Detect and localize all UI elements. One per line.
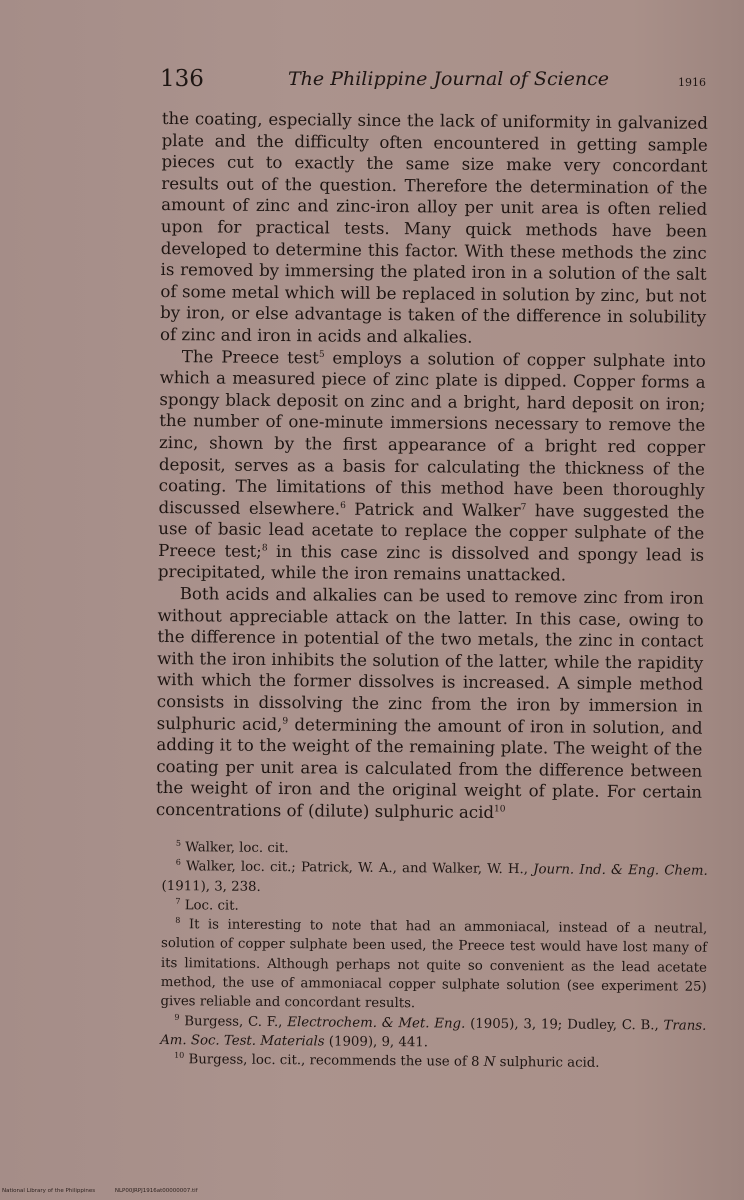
footnote-ref-5: 5	[318, 349, 325, 360]
body-text	[156, 108, 708, 825]
footnote-9: $^9$ Burgess, C. F., Electrochem. & Met. Eng. (1905), 3, 19; Dudley, C. B., Trans. Am. Soc. Test. Materials (1909), 9, 441.	[160, 1012, 707, 1051]
paragraph-1: the coating, especially since the lack of uniformity in galvanized plate and the difficulty often encountered in getting sample pieces cut to exactly the same size make very concordant results out of the question. Therefore the determination of the amount of zinc and zinc-iron alloy per unit area is often relied upon for practical tests. Many quick methods have been developed to determine this factor. With these methods the zinc is removed by immersing the plated iron in a solution of the salt of some metal which will be replaced in solution by zinc, but not by iron, or else advantage is taken of the difference in solubility of zinc and iron in acids and alkalies.	[159, 108, 708, 347]
footnote-7: $^7$ Loc. cit.	[175, 896, 239, 914]
paragraph-2: The Preece test$^5$ employs a solution of copper sulphate into which a measured piece of zinc plate is dipped. Copper forms a spongy black deposit on zinc and a bright, hard deposit on iron; the number of one-minute immersions necessary to remove the zinc, shown by the first appearance of a bright red copper deposit, serves as a basis for calculating the thickness of the coating. The limitations of this method have been thoroughly discussed elsewhere.$^6$ Patrick and Walker$^7$ have suggested the use of basic lead acetate to replace the copper sulphate of the Preece test;$^8$ in this case zinc is dissolved and spongy lead is precipitated, while the iron remains unattacked.	[157, 346, 706, 586]
footnote-ref-6: 6	[340, 500, 346, 511]
scan-file-id: NLP00JRPJ1916at00000007.tif	[114, 1188, 198, 1194]
footnotes	[160, 838, 708, 1074]
footnote-10: $^{10}$ Burgess, loc. cit., recommends the use of 8 N sulphuric acid.	[174, 1050, 600, 1072]
page-number: 136	[160, 66, 204, 92]
footnote-ref-10: 10	[494, 804, 506, 815]
footnote-ref-8: 8	[261, 543, 268, 554]
footnote-5: $^5$ Walker, loc. cit.	[175, 838, 289, 857]
page-header	[160, 66, 708, 100]
footnote-ref-7: 7	[520, 502, 527, 513]
scan-footer	[2, 1188, 216, 1194]
footnote-ref-9: 9	[282, 716, 289, 727]
journal-title: The Philippine Journal of Science	[288, 68, 610, 90]
paragraph-3: Both acids and alkalies can be used to remove zinc from iron without appreciable attack on the latter. In this case, owing to the difference in potential of the two metals, the zinc in contact with the iron inhibits the solution of the latter, while the rapidity with which the former dissolves is increased. A simple method consists in dissolving the zinc from the iron by immersion in sulphuric acid,$^9$ determining the amount of iron in solution, and adding it to the weight of the remaining plate. The weight of the coating per unit area is calculated from the difference between the weight of iron and the original weight of plate. For certain concentrations of (dilute) sulphuric acid$^{10}$	[155, 584, 704, 822]
footnote-6: $^6$ Walker, loc. cit.; Patrick, W. A., and Walker, W. H., Journ. Ind. & Eng. Chem. (1911), 3, 238.	[161, 857, 708, 895]
volume-year: 1916	[678, 76, 706, 89]
library-credit: National Library of the Philippines	[2, 1188, 96, 1194]
footnote-8: $^8$ It is interesting to note that had an ammoniacal, instead of a neutral, solution of copper sulphate been used, the Preece test would have lost many of its limitations. Although perhaps not quite so convenient as the lead acetate method, the use of ammoniacal copper sulphate solution (see experiment 25) gives reliable and concordant results.	[160, 915, 708, 1012]
